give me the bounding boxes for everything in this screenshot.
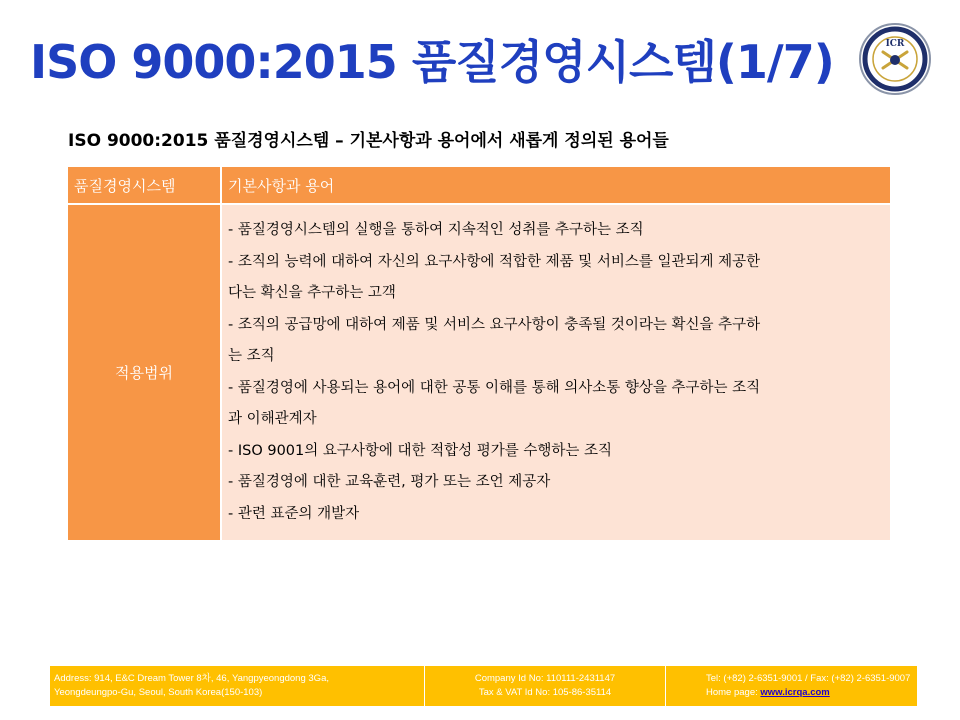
header-cell-terms: 기본사항과 용어 (222, 167, 890, 203)
scope-content (222, 205, 890, 540)
footer-address (50, 666, 424, 706)
homepage-link[interactable]: www.icrqa.com (760, 687, 830, 698)
tel-fax: Tel: (+82) 2-6351-9001 / Fax: (+82) 2-6351-9007 (706, 673, 911, 684)
icr-seal-icon (858, 22, 932, 96)
footer-company (424, 666, 666, 706)
footer-bar (50, 666, 917, 706)
slide-subtitle: ISO 9000:2015 품질경영시스템 – 기본사항과 용어에서 새롭게 정의된 용어들 (68, 131, 669, 151)
scope-line: 는 조직 (228, 348, 275, 364)
scope-line: - 조직의 능력에 대하여 자신의 요구사항에 적합한 제품 및 서비스를 일관되게 제공한 (228, 253, 761, 270)
address-line-2: Yeongdeungpo-Gu, Seoul, South Korea(150-103) (54, 687, 263, 698)
homepage-row (706, 686, 917, 700)
terms-table (66, 165, 892, 542)
tax-id: Tax & VAT Id No: 105-86-35114 (478, 687, 612, 698)
slide-title: ISO 9000:2015 품질경영시스템(1/7) (30, 35, 834, 89)
footer-contact (666, 666, 917, 706)
scope-line: - 품질경영에 대한 교육훈련, 평가 또는 조언 제공자 (228, 474, 551, 490)
address-line-1: Address: 914, E&C Dream Tower 8차, 46, Yangpyeongdong 3Ga, (54, 673, 329, 684)
homepage-label: Home page: (706, 687, 758, 698)
scope-line: - 관련 표준의 개발자 (228, 505, 360, 522)
scope-line: - 품질경영에 사용되는 용어에 대한 공통 이해를 통해 의사소통 향상을 추구하는 조직 (228, 379, 761, 396)
scope-line: - 조직의 공급망에 대하여 제품 및 서비스 요구사항이 충족될 것이라는 확신을 추구하 (228, 316, 761, 333)
scope-line: 다는 확신을 추구하는 고객 (228, 285, 396, 301)
table-header-row (68, 167, 890, 203)
scope-label: 적용범위 (68, 205, 220, 540)
logo-text: ICR (885, 39, 905, 49)
header-cell-system: 품질경영시스템 (68, 167, 220, 203)
scope-line: - 품질경영시스템의 실행을 통하여 지속적인 성취를 추구하는 조직 (228, 222, 644, 238)
company-id: Company Id No: 110111-2431147 (474, 673, 616, 684)
table-row-scope (68, 205, 890, 540)
scope-line: - ISO 9001의 요구사항에 대한 적합성 평가를 수행하는 조직 (228, 442, 613, 459)
scope-line: 과 이해관계자 (228, 411, 317, 427)
